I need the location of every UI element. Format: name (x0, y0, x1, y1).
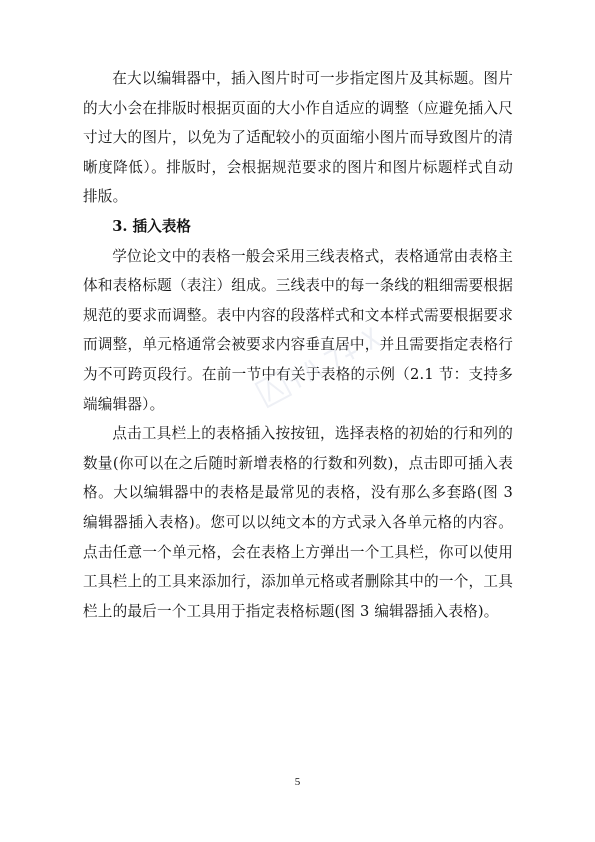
section-heading-insert-table: 3. 插入表格 (112, 217, 191, 235)
page-number: 5 (294, 776, 301, 788)
paragraph-toolbar-table-insert: 点击工具栏上的表格插入按按钮，选择表格的初始的行和列的数量(你可以在之后随时新增表格的行数和列数)，点击即可插入表格。大以编辑器中的表格是最常见的表格，没有那么多套路(图 3 编辑器插入表格)。您可以以纯文本的方式录入各单元格的内容。点击任意一个单元格，会在表格上方弹出一个工具栏，你可以使用工具栏上的工具来添加行，添加单元格或者删除其中的一个，工具栏上的最后一个工具用于指定表格标题(图 3 编辑器插入表格)。 (83, 425, 513, 620)
paragraph-three-line-table: 学位论文中的表格一般会采用三线表格式，表格通常由表格主体和表格标题（表注）组成。三线表中的每一条线的粗细需要根据规范的要求而调整。表中内容的段落样式和文本样式需要根据要求而调整，单元格通常会被要求内容垂直居中，并且需要指定表格行为不可跨页段行。在前一节中有关于表格的示例（2.1 节：支持多端编辑器）。 (83, 247, 513, 413)
page-body (83, 64, 513, 626)
paragraph-insert-image: 在大以编辑器中，插入图片时可一步指定图片及其标题。图片的大小会在排版时根据页面的大小作自适应的调整（应避免插入尺寸过大的图片，以免为了适配较小的页面缩小图片而导致图片的清晰度降低）。排版时，会根据规范要求的图片和图片标题样式自动排版。 (83, 70, 513, 206)
